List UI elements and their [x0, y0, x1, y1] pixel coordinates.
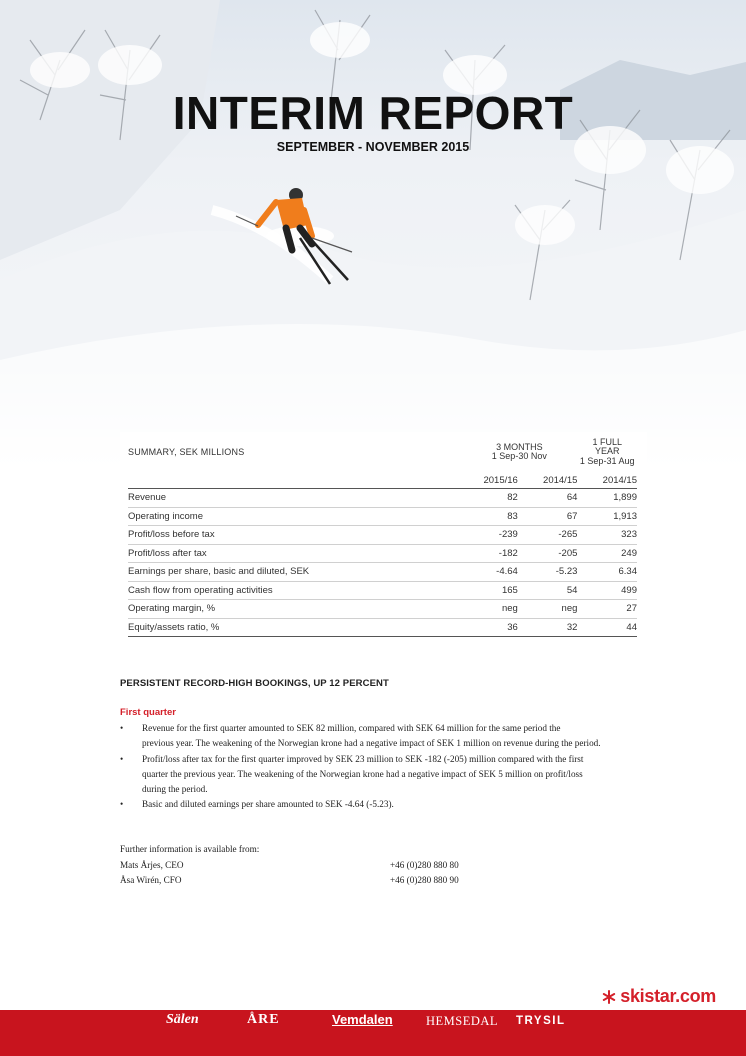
year-row-spacer [128, 472, 461, 489]
summary-table-panel [120, 432, 647, 637]
row-value: 82 [461, 489, 518, 508]
destination-hemsedal: HEMSEDAL [426, 1014, 499, 1028]
row-value: 249 [577, 544, 637, 563]
row-label: Operating income [128, 507, 461, 526]
bullet-line: quarter the previous year. The weakening of the Norwegian krone had a negative impact of SEK 5 million on profit/loss [142, 768, 583, 779]
contact-intro: Further information is available from: [120, 844, 260, 854]
contact-row [120, 873, 520, 889]
three-months-group-header [461, 432, 577, 472]
row-value: -239 [461, 526, 518, 545]
cover-photo [0, 0, 746, 470]
report-period: SEPTEMBER - NOVEMBER 2015 [276, 140, 470, 154]
full-year-label-2: YEAR [594, 446, 620, 457]
bullet-line: Basic and diluted earnings per share amounted to SEK -4.64 (-5.23). [142, 799, 394, 810]
row-value: neg [518, 600, 578, 619]
report-title: INTERIM REPORT [172, 87, 574, 139]
row-value: 67 [518, 507, 578, 526]
row-value: 44 [577, 618, 637, 637]
summary-header-label: SUMMARY, SEK MILLIONS [128, 447, 245, 457]
full-year-label-1: 1 FULL [592, 436, 622, 447]
table-row [128, 563, 637, 582]
table-row [128, 618, 637, 637]
row-value: -4.64 [461, 563, 518, 582]
destination-salen: Sälen [166, 1012, 199, 1027]
row-value: 6.34 [577, 563, 637, 582]
row-value: 165 [461, 581, 518, 600]
bullet-line: Profit/loss after tax for the first quarter improved by SEK 23 million to SEK -182 (-205) million compared with the first [142, 753, 584, 764]
skistar-logo [602, 986, 716, 1007]
row-value: -182 [461, 544, 518, 563]
row-label: Profit/loss after tax [128, 544, 461, 563]
highlights-bullet-list [120, 721, 680, 813]
row-value: 54 [518, 581, 578, 600]
contact-name: Åsa Wirén, CFO [120, 875, 182, 885]
contact-row [120, 858, 520, 874]
list-item [120, 721, 680, 752]
highlights-headline: PERSISTENT RECORD-HIGH BOOKINGS, UP 12 PERCENT [120, 678, 389, 689]
bullet-line: previous year. The weakening of the Norwegian krone had a negative impact of SEK 1 million on revenue during the period. [142, 738, 601, 749]
list-item [120, 797, 680, 812]
destination-vemdalen: Vemdalen [332, 1012, 393, 1027]
bullet-line: Revenue for the first quarter amounted to SEK 82 million, compared with SEK 64 million for the same period the [142, 723, 561, 733]
year-header: 2014/15 [518, 472, 578, 489]
row-value: 499 [577, 581, 637, 600]
logo-text: skistar.com [620, 986, 716, 1006]
table-row [128, 544, 637, 563]
table-row [128, 507, 637, 526]
row-value: -265 [518, 526, 578, 545]
row-value: neg [461, 600, 518, 619]
table-row [128, 581, 637, 600]
year-header: 2015/16 [461, 472, 518, 489]
three-months-label: 3 MONTHS [496, 441, 543, 452]
row-value: 27 [577, 600, 637, 619]
row-value: 32 [518, 618, 578, 637]
row-value: 323 [577, 526, 637, 545]
contact-name: Mats Årjes, CEO [120, 859, 184, 870]
contact-info [120, 842, 520, 889]
first-quarter-heading: First quarter [120, 707, 176, 718]
contact-phone: +46 (0)280 880 80 [390, 859, 459, 870]
bullet-marker: • [120, 753, 124, 764]
row-value: 64 [518, 489, 578, 508]
destination-trysil: TRYSIL [516, 1015, 566, 1027]
row-value: 36 [461, 618, 518, 637]
year-header: 2014/15 [577, 472, 637, 489]
full-year-range: 1 Sep-31 Aug [579, 455, 635, 466]
row-value: -205 [518, 544, 578, 563]
row-label: Earnings per share, basic and diluted, SEK [128, 563, 461, 582]
row-label: Equity/assets ratio, % [128, 618, 461, 637]
three-months-range: 1 Sep-30 Nov [491, 451, 547, 461]
list-item [120, 752, 680, 798]
row-label: Profit/loss before tax [128, 526, 461, 545]
table-row [128, 489, 637, 508]
destination-are: ÅRE [247, 1012, 280, 1027]
snowflake-icon [602, 990, 616, 1004]
contact-phone: +46 (0)280 880 90 [390, 875, 459, 885]
row-label: Revenue [128, 489, 461, 508]
row-value: 1,899 [577, 489, 637, 508]
row-label: Operating margin, % [128, 600, 461, 619]
table-row [128, 526, 637, 545]
table-row [128, 600, 637, 619]
summary-table [128, 432, 637, 637]
row-value: 83 [461, 507, 518, 526]
row-value: 1,913 [577, 507, 637, 526]
bullet-marker: • [120, 799, 124, 810]
summary-year-row [128, 472, 637, 489]
row-label: Cash flow from operating activities [128, 581, 461, 600]
bullet-line: during the period. [142, 784, 208, 795]
row-value: -5.23 [518, 563, 578, 582]
full-year-group-header [577, 432, 637, 472]
bullet-marker: • [120, 723, 124, 733]
summary-header-row [128, 432, 637, 472]
